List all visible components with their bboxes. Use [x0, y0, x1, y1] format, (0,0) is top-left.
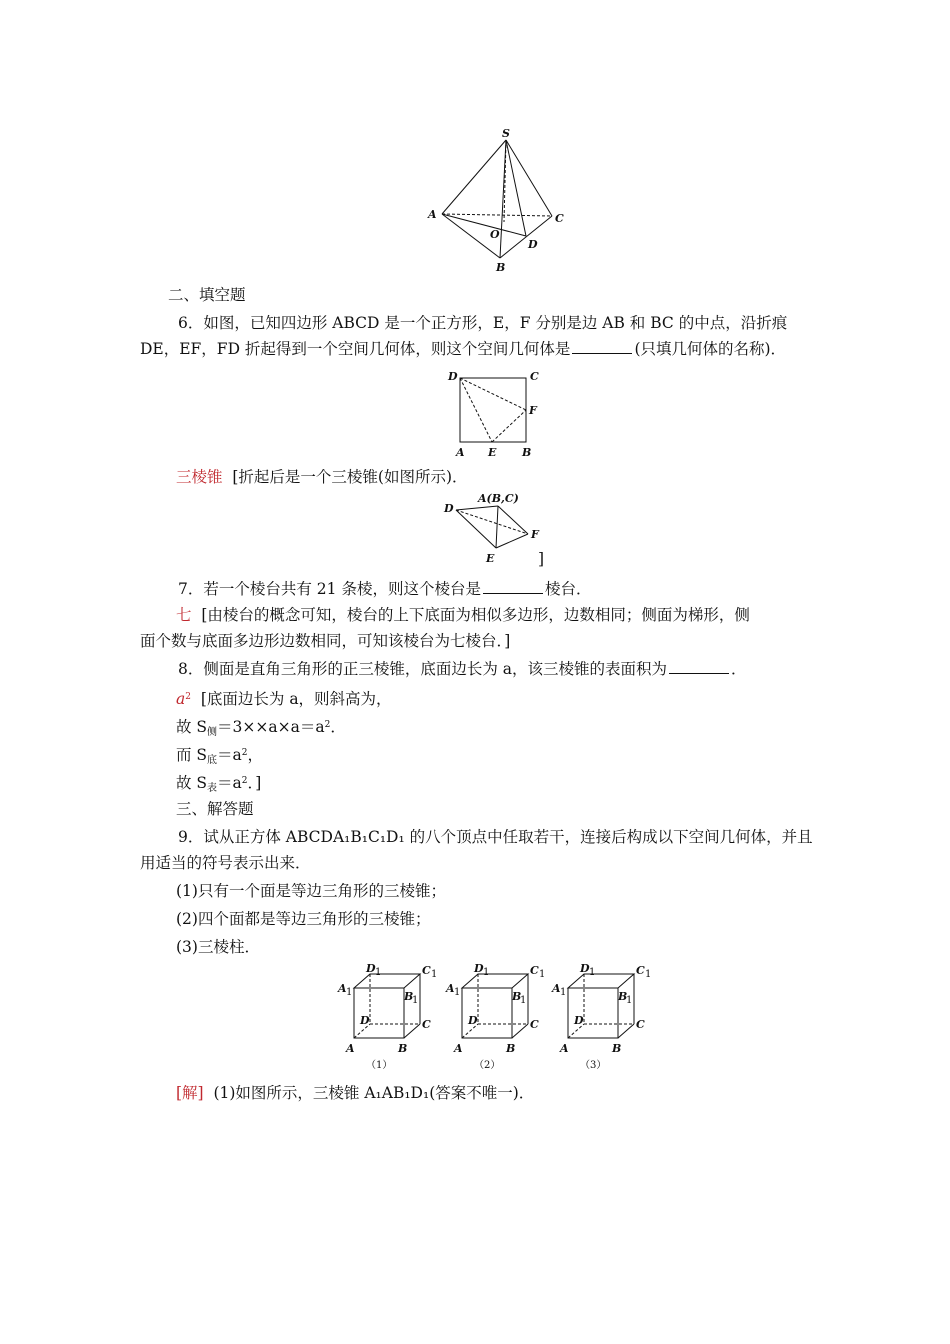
svg-text:D: D [474, 962, 484, 975]
svg-text:B: B [512, 990, 522, 1003]
q7-blank [483, 581, 543, 594]
svg-text:1: 1 [539, 969, 546, 980]
q8-line3: 故 $S_表=a^2$．] [176, 774, 262, 794]
label-a: A [456, 446, 465, 459]
label-abc: A(B,C) [478, 492, 519, 505]
q8-question: 8．侧面是直角三角形的正三棱锥，底面边长为 a，该三棱锥的表面积为 ． [178, 660, 747, 678]
svg-text:D: D [574, 1014, 584, 1027]
svg-text:A: A [552, 982, 561, 995]
svg-text:1: 1 [520, 995, 527, 1006]
svg-text:A: A [346, 1042, 355, 1055]
svg-text:1: 1 [346, 987, 353, 998]
svg-text:D: D [580, 962, 590, 975]
svg-text:1: 1 [483, 967, 490, 978]
svg-text:1: 1 [589, 967, 596, 978]
cube-caption-1: （1） [366, 1060, 393, 1071]
q9-part3: (3)三棱柱． [176, 938, 260, 956]
svg-text:C: C [530, 1018, 539, 1031]
cube-caption-3: （3） [580, 1060, 607, 1071]
svg-text:C: C [530, 964, 539, 977]
q7-explain2: 面个数与底面多边形边数相同，可知该棱台为七棱台．] [140, 632, 511, 650]
section-fill-blank: 二、填空题 [168, 286, 246, 304]
label-d: D [444, 502, 454, 515]
section-answer: 三、解答题 [176, 800, 254, 818]
pyramid-figure [420, 126, 570, 276]
label-c: C [555, 212, 564, 225]
q8-answer-line: $a^2$ [底面边长为 a，则斜高为， [176, 690, 392, 708]
q7-answer-line: 七 [由棱台的概念可知，棱台的上下底面为相似多边形，边数相同；侧面为梯形，侧 [176, 606, 750, 624]
svg-text:B: B [618, 990, 628, 1003]
solution-tag: [解] [176, 1084, 204, 1102]
label-e: E [488, 446, 497, 459]
svg-text:B: B [506, 1042, 516, 1055]
svg-text:D: D [468, 1014, 478, 1027]
cube-2 [445, 962, 545, 1071]
q6-close-bracket: ] [538, 550, 545, 568]
svg-text:1: 1 [560, 987, 567, 998]
q9-line1: 9．试从正方体 ABCDA₁B₁C₁D₁ 的八个顶点中任取若干，连接后构成以下空间几何体，并且 [178, 828, 813, 846]
q8-line2: 而 $S_底=a^2$， [176, 746, 264, 766]
label-a: A [428, 208, 437, 221]
label-d: D [448, 370, 458, 383]
q9-line2: 用适当的符号表示出来． [140, 854, 311, 872]
q6-answer: 三棱锥 [176, 468, 223, 486]
q7-answer: 七 [176, 606, 192, 624]
svg-text:D: D [360, 1014, 370, 1027]
q6-line1: 6．如图，已知四边形 ABCD 是一个正方形，E，F 分别是边 AB 和 BC 的中点，沿折痕 [178, 314, 788, 332]
label-s: S [502, 127, 510, 140]
label-f: F [529, 404, 537, 417]
cube-3 [551, 962, 651, 1071]
label-c: C [530, 370, 539, 383]
svg-text:1: 1 [626, 995, 633, 1006]
q6-answer-line: 三棱锥 [折起后是一个三棱锥(如图所示)． [176, 468, 468, 486]
svg-text:C: C [422, 1018, 431, 1031]
svg-text:B: B [398, 1042, 408, 1055]
svg-text:A: A [454, 1042, 463, 1055]
q9-part2: (2)四个面都是等边三角形的三棱锥； [176, 910, 431, 928]
svg-text:A: A [560, 1042, 569, 1055]
label-d: D [528, 238, 538, 251]
svg-text:B: B [404, 990, 414, 1003]
cube-1 [337, 962, 437, 1071]
svg-text:C: C [422, 964, 431, 977]
label-e: E [486, 552, 495, 565]
q8-line1: 故 $S_侧=3\times\times a\times a=a^2$． [176, 718, 346, 738]
q6-blank [572, 341, 632, 354]
svg-text:1: 1 [645, 969, 652, 980]
svg-text:C: C [636, 1018, 645, 1031]
svg-text:C: C [636, 964, 645, 977]
q9-answer-line: [解] (1)如图所示，三棱锥 A₁AB₁D₁(答案不唯一)． [176, 1084, 535, 1102]
svg-text:1: 1 [431, 969, 438, 980]
q6-line2: DE，EF，FD 折起得到一个空间几何体，则这个空间几何体是 (只填几何体的名称)． [140, 340, 787, 358]
q9-part1: (1)只有一个面是等边三角形的三棱锥； [176, 882, 446, 900]
svg-text:A: A [338, 982, 347, 995]
svg-text:B: B [612, 1042, 622, 1055]
svg-text:A: A [446, 982, 455, 995]
svg-text:1: 1 [412, 995, 419, 1006]
cubes-figure [336, 962, 656, 1078]
square-figure [444, 368, 544, 460]
svg-text:1: 1 [375, 967, 382, 978]
svg-text:1: 1 [454, 987, 461, 998]
svg-text:D: D [366, 962, 376, 975]
q8-answer: a [176, 690, 186, 708]
q7-question: 7．若一个棱台共有 21 条棱，则这个棱台是 棱台． [178, 580, 592, 598]
label-f: F [531, 528, 539, 541]
q8-blank [669, 661, 729, 674]
label-b: B [496, 261, 506, 274]
label-o: O [490, 228, 500, 241]
cube-caption-2: （2） [474, 1060, 501, 1071]
label-b: B [522, 446, 532, 459]
